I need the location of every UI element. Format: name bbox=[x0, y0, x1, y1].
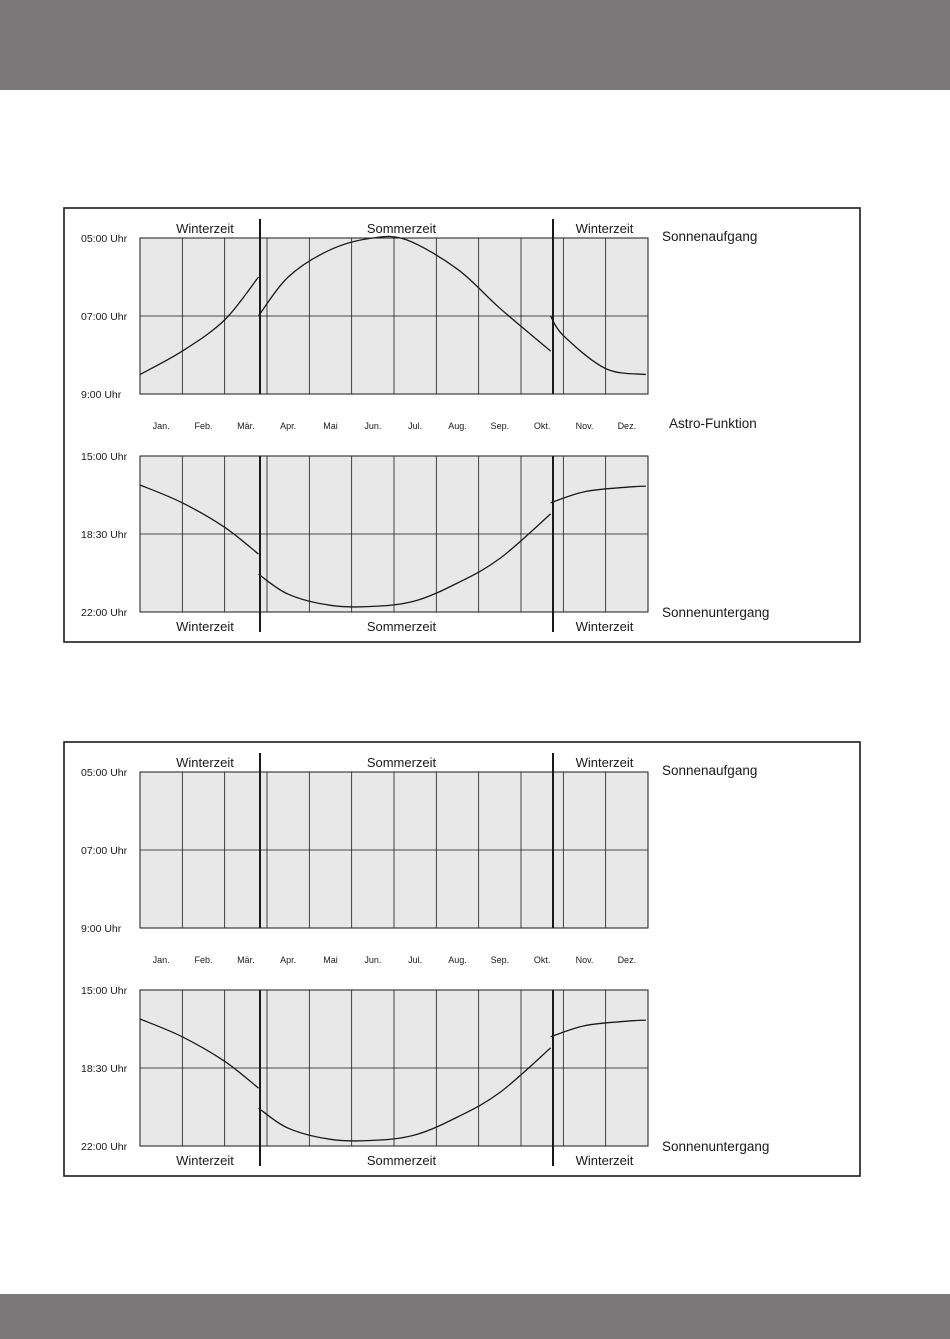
month-label: Apr. bbox=[280, 421, 297, 431]
month-label: Apr. bbox=[280, 955, 297, 965]
month-label: Jun. bbox=[364, 955, 382, 965]
season-label-summer: Sommerzeit bbox=[366, 755, 437, 770]
month-label: Jun. bbox=[364, 421, 382, 431]
season-label-winter: Winterzeit bbox=[575, 221, 634, 236]
season-label-winter: Winterzeit bbox=[176, 1153, 234, 1168]
season-label-winter: Winterzeit bbox=[176, 755, 234, 770]
y-tick-label: 18:30 Uhr bbox=[81, 529, 128, 541]
y-tick-label: 15:00 Uhr bbox=[81, 985, 128, 997]
season-label-winter: Winterzeit bbox=[176, 619, 234, 634]
month-label: Mai bbox=[323, 955, 338, 965]
season-label-winter: Winterzeit bbox=[176, 221, 234, 236]
y-tick-label: 07:00 Uhr bbox=[81, 845, 128, 857]
sunset-label: Sonnenuntergang bbox=[662, 1139, 770, 1154]
sunset-label: Sonnenuntergang bbox=[662, 605, 770, 620]
y-tick-label: 9:00 Uhr bbox=[81, 389, 122, 401]
month-label: Sep. bbox=[490, 421, 510, 431]
season-label-summer: Sommerzeit bbox=[366, 1153, 437, 1168]
month-label: Sep. bbox=[490, 955, 510, 965]
month-label: Dez. bbox=[617, 421, 637, 431]
month-label: Mär. bbox=[237, 421, 255, 431]
astro-function-label: Astro-Funktion bbox=[669, 416, 757, 431]
month-label: Jul. bbox=[408, 955, 423, 965]
month-label: Okt. bbox=[533, 955, 551, 965]
month-label: Mär. bbox=[237, 955, 255, 965]
season-label-winter: Winterzeit bbox=[575, 619, 634, 634]
month-label: Jul. bbox=[408, 421, 423, 431]
month-label: Aug. bbox=[448, 955, 467, 965]
month-label: Feb. bbox=[194, 955, 213, 965]
month-label: Okt. bbox=[533, 421, 551, 431]
sunrise-label: Sonnenaufgang bbox=[662, 763, 758, 778]
y-tick-label: 9:00 Uhr bbox=[81, 923, 122, 935]
month-label: Jan. bbox=[152, 955, 170, 965]
footer-band bbox=[0, 1294, 950, 1339]
y-tick-label: 05:00 Uhr bbox=[81, 233, 128, 245]
y-tick-label: 22:00 Uhr bbox=[81, 607, 128, 619]
season-label-summer: Sommerzeit bbox=[366, 221, 437, 236]
sunrise-label: Sonnenaufgang bbox=[662, 229, 758, 244]
month-label: Aug. bbox=[448, 421, 467, 431]
y-tick-label: 15:00 Uhr bbox=[81, 451, 128, 463]
season-label-winter: Winterzeit bbox=[575, 1153, 634, 1168]
y-tick-label: 18:30 Uhr bbox=[81, 1063, 128, 1075]
month-label: Feb. bbox=[194, 421, 213, 431]
y-tick-label: 05:00 Uhr bbox=[81, 767, 128, 779]
season-label-summer: Sommerzeit bbox=[366, 619, 437, 634]
month-label: Mai bbox=[323, 421, 338, 431]
y-tick-label: 07:00 Uhr bbox=[81, 311, 128, 323]
y-tick-label: 22:00 Uhr bbox=[81, 1141, 128, 1153]
month-label: Nov. bbox=[575, 421, 594, 431]
month-label: Nov. bbox=[575, 955, 594, 965]
season-label-winter: Winterzeit bbox=[575, 755, 634, 770]
month-label: Dez. bbox=[617, 955, 637, 965]
month-label: Jan. bbox=[152, 421, 170, 431]
